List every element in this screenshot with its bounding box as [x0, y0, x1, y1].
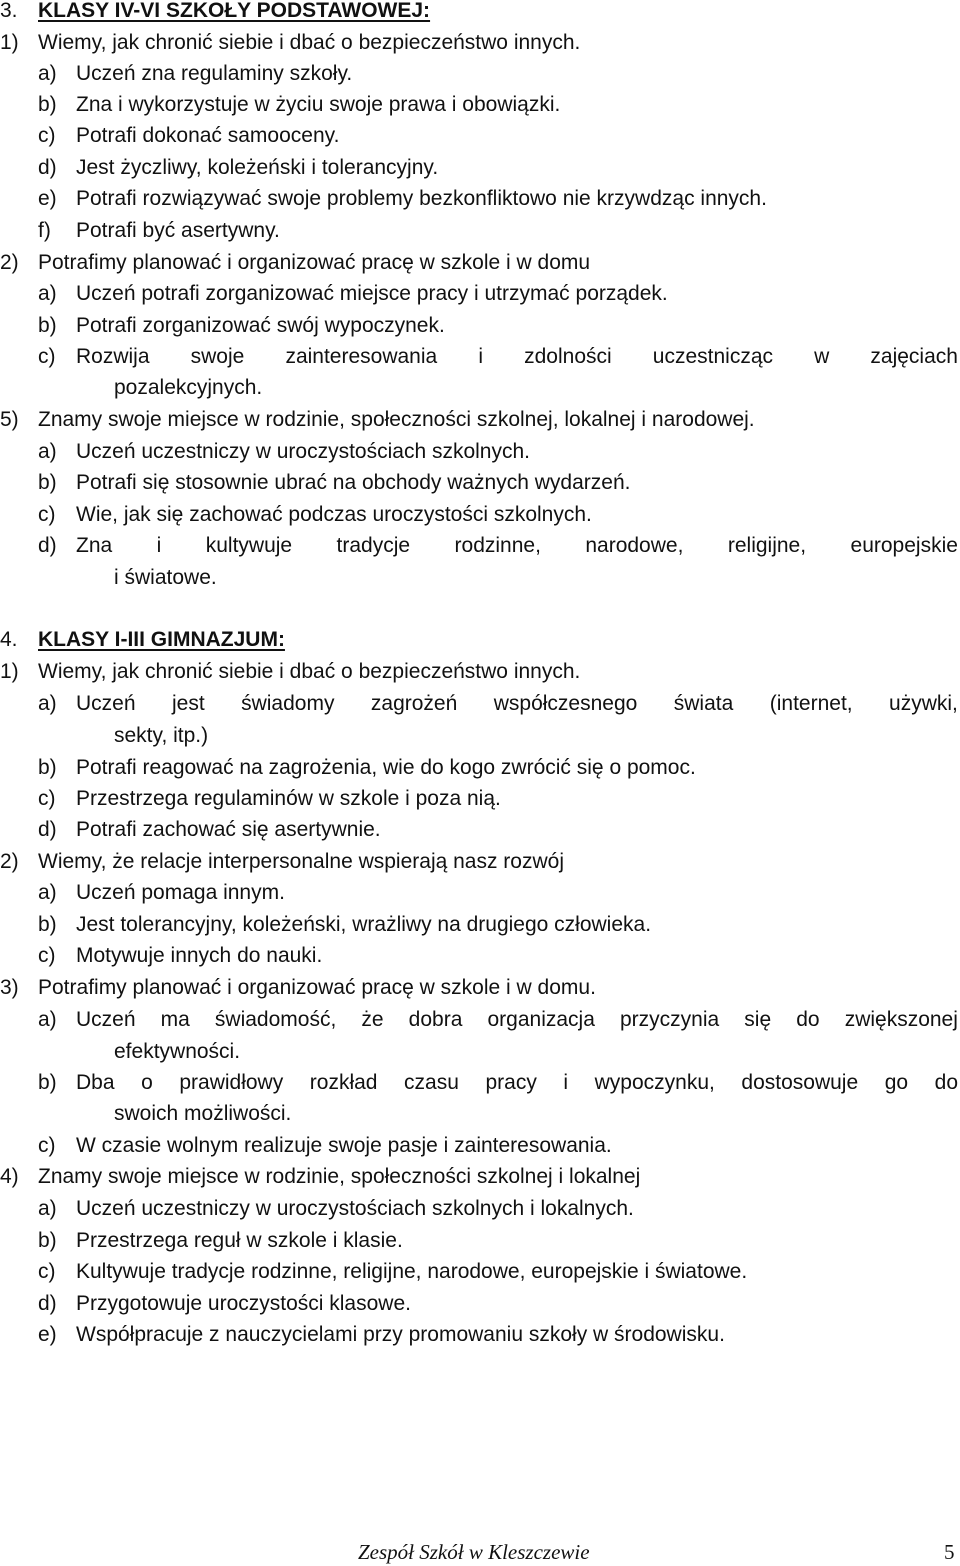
word: świadomy: [241, 692, 335, 715]
word: w: [814, 345, 830, 368]
list-item-text: Potrafimy planować i organizować pracę w szkole i w domu: [38, 251, 591, 274]
list-item-marker: c): [38, 1260, 56, 1283]
list-item-marker: a): [38, 282, 57, 305]
word: o: [141, 1071, 153, 1094]
list-item-marker: b): [38, 471, 57, 494]
list-item-text: Znamy swoje miejsce w rodzinie, społeczności szkolnej i lokalnej: [38, 1165, 641, 1188]
list-item-marker: c): [38, 503, 56, 526]
list-item-text: Przestrzega regulaminów w szkole i poza nią.: [76, 787, 501, 810]
list-item-continuation: swoich możliwości.: [114, 1102, 292, 1125]
word: się: [744, 1008, 772, 1031]
list-item-text: [76, 531, 958, 561]
word: zainteresowania: [285, 345, 438, 368]
list-item-marker: b): [38, 756, 57, 779]
list-item-marker: 2): [0, 850, 19, 873]
word: zajęciach: [870, 345, 958, 368]
list-item-text: W czasie wolnym realizuje swoje pasje i zainteresowania.: [76, 1134, 612, 1157]
word: organizacja: [487, 1008, 595, 1031]
list-item-marker: d): [38, 1292, 57, 1315]
word: kultywuje: [205, 534, 293, 557]
section-4-heading: KLASY I-III GIMNAZJUM:: [38, 628, 285, 651]
word: swoje: [190, 345, 245, 368]
word: Dba: [76, 1071, 115, 1094]
list-item-marker: c): [38, 787, 56, 810]
word: religijne,: [727, 534, 807, 557]
word: zwiększonej: [844, 1008, 958, 1031]
word: prawidłowy: [179, 1071, 284, 1094]
list-item-text: Uczeń potrafi zorganizować miejsce pracy i utrzymać porządek.: [76, 282, 668, 305]
word: używki,: [889, 692, 958, 715]
word: zdolności: [524, 345, 612, 368]
word: (internet,: [769, 692, 853, 715]
word: europejskie: [850, 534, 958, 557]
word: do: [934, 1071, 958, 1094]
list-item-text: Potrafi rozwiązywać swoje problemy bezkonfliktowo nie krzywdząc innych.: [76, 187, 767, 210]
list-item-text: Potrafi się stosownie ubrać na obchody ważnych wydarzeń.: [76, 471, 631, 494]
list-item-text: Potrafi być asertywny.: [76, 219, 280, 242]
word: Zna: [76, 534, 113, 557]
list-item-marker: b): [38, 1229, 57, 1252]
list-item-text: Potrafimy planować i organizować pracę w szkole i w domu.: [38, 976, 596, 999]
list-item-marker: c): [38, 944, 56, 967]
list-item-marker: 4): [0, 1165, 19, 1188]
word: tradycje: [336, 534, 411, 557]
list-item-marker: a): [38, 1008, 57, 1031]
list-item-marker: a): [38, 692, 57, 715]
list-item-text: Wiemy, jak chronić siebie i dbać o bezpieczeństwo innych.: [38, 660, 581, 683]
list-item-marker: a): [38, 1197, 57, 1220]
word: dobra: [408, 1008, 463, 1031]
word: i: [156, 534, 162, 557]
list-item-marker: 2): [0, 251, 19, 274]
list-item-text: Przestrzega reguł w szkole i klasie.: [76, 1229, 403, 1252]
section-3-number: 3.: [0, 0, 18, 22]
word: ma: [160, 1008, 190, 1031]
word: przyczynia: [619, 1008, 720, 1031]
list-item-text: Potrafi reagować na zagrożenia, wie do kogo zwrócić się o pomoc.: [76, 756, 696, 779]
list-item-continuation: efektywności.: [114, 1040, 241, 1063]
footer-school-name: Zespół Szkół w Kleszczewie: [358, 1540, 590, 1564]
word: do: [796, 1008, 820, 1031]
word: Rozwija: [76, 345, 150, 368]
list-item-marker: 1): [0, 31, 19, 54]
word: świata: [673, 692, 734, 715]
list-item-text: Uczeń uczestniczy w uroczystościach szkolnych.: [76, 440, 530, 463]
list-item-marker: a): [38, 62, 57, 85]
list-item-marker: e): [38, 1323, 57, 1346]
list-item-text: Wiemy, jak chronić siebie i dbać o bezpieczeństwo innych.: [38, 31, 581, 54]
word: Uczeń: [76, 692, 136, 715]
list-item-marker: b): [38, 93, 57, 116]
word: i: [478, 345, 483, 368]
list-item-marker: b): [38, 1071, 57, 1094]
word: że: [361, 1008, 384, 1031]
list-item-text: Potrafi zachować się asertywnie.: [76, 818, 381, 841]
word: go: [884, 1071, 909, 1094]
list-item-text: Uczeń zna regulaminy szkoły.: [76, 62, 353, 85]
list-item-text: Kultywuje tradycje rodzinne, religijne, narodowe, europejskie i światowe.: [76, 1260, 748, 1283]
word: świadomość,: [214, 1008, 337, 1031]
word: wypoczynku,: [594, 1071, 715, 1094]
list-item-marker: c): [38, 345, 56, 368]
list-item-text: Potrafi zorganizować swój wypoczynek.: [76, 314, 445, 337]
word: czasu: [404, 1071, 459, 1094]
word: uczestnicząc: [652, 345, 773, 368]
list-item-continuation: i światowe.: [114, 566, 217, 589]
word: rodzinne,: [454, 534, 541, 557]
list-item-marker: d): [38, 818, 57, 841]
list-item-text: [76, 1068, 958, 1098]
word: jest: [171, 692, 205, 715]
section-4-number: 4.: [0, 628, 18, 651]
list-item-marker: d): [38, 534, 57, 557]
word: współczesnego: [493, 692, 638, 715]
list-item-text: [76, 689, 958, 719]
list-item-text: Współpracuje z nauczycielami przy promowaniu szkoły w środowisku.: [76, 1323, 725, 1346]
list-item-marker: 3): [0, 976, 19, 999]
list-item-continuation: sekty, itp.): [114, 724, 209, 747]
list-item-marker: c): [38, 124, 56, 147]
word: dostosowuje: [741, 1071, 859, 1094]
list-item-text: [76, 342, 958, 372]
section-3-heading: KLASY IV-VI SZKOŁY PODSTAWOWEJ:: [38, 0, 431, 22]
list-item-continuation: pozalekcyjnych.: [114, 376, 263, 399]
list-item-marker: a): [38, 881, 57, 904]
footer-page-number: 5: [944, 1540, 955, 1564]
list-item-marker: a): [38, 440, 57, 463]
list-item-text: Potrafi dokonać samooceny.: [76, 124, 340, 147]
word: rozkład: [309, 1071, 378, 1094]
list-item-text: Zna i wykorzystuje w życiu swoje prawa i obowiązki.: [76, 93, 561, 116]
list-item-text: Uczeń pomaga innym.: [76, 881, 285, 904]
word: zagrożeń: [370, 692, 458, 715]
list-item-text: Wie, jak się zachować podczas uroczystości szkolnych.: [76, 503, 592, 526]
list-item-text: Wiemy, że relacje interpersonalne wspierają nasz rozwój: [38, 850, 564, 873]
list-item-text: Znamy swoje miejsce w rodzinie, społeczności szkolnej, lokalnej i narodowej.: [38, 408, 755, 431]
list-item-text: Uczeń uczestniczy w uroczystościach szkolnych i lokalnych.: [76, 1197, 634, 1220]
list-item-text: [76, 1005, 958, 1035]
list-item-text: Jest życzliwy, koleżeński i tolerancyjny.: [76, 156, 439, 179]
list-item-marker: 5): [0, 408, 19, 431]
list-item-marker: f): [38, 219, 51, 242]
list-item-marker: b): [38, 913, 57, 936]
list-item-text: Przygotowuje uroczystości klasowe.: [76, 1292, 411, 1315]
list-item-text: Jest tolerancyjny, koleżeński, wrażliwy na drugiego człowieka.: [76, 913, 652, 936]
word: i: [563, 1071, 569, 1094]
word: Uczeń: [76, 1008, 136, 1031]
list-item-text: Motywuje innych do nauki.: [76, 944, 323, 967]
list-item-marker: d): [38, 156, 57, 179]
list-item-marker: b): [38, 314, 57, 337]
list-item-marker: c): [38, 1134, 56, 1157]
list-item-marker: e): [38, 187, 57, 210]
word: narodowe,: [585, 534, 684, 557]
word: pracy: [485, 1071, 537, 1094]
list-item-marker: 1): [0, 660, 19, 683]
